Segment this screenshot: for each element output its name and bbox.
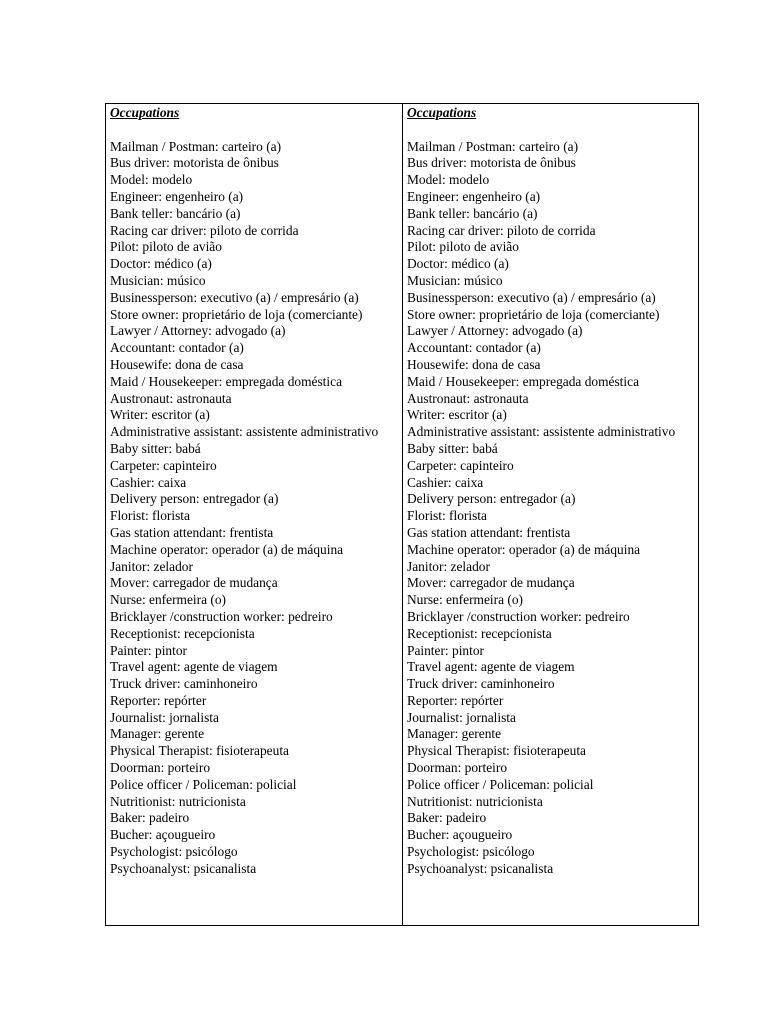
list-item: Gas station attendant: frentista	[407, 524, 571, 540]
list-item: Bricklayer /construction worker: pedreiro	[110, 608, 333, 624]
list-item: Engineer: engenheiro (a)	[110, 188, 244, 204]
list-item: Truck driver: caminhoneiro	[110, 676, 258, 692]
list-item: Journalist: jornalista	[110, 709, 219, 725]
list-item: Bank teller: bancário (a)	[407, 205, 538, 221]
list-item: Pilot: piloto de avião	[407, 239, 519, 255]
list-item: Bus driver: motorista de ônibus	[407, 155, 576, 171]
list-item: Psychoanalyst: psicanalista	[407, 860, 554, 876]
list-item: Psychologist: psicólogo	[110, 844, 238, 860]
list-item: Model: modelo	[407, 172, 490, 188]
occupation-list	[407, 139, 698, 878]
list-item: Janitor: zelador	[110, 558, 193, 574]
list-item: Store owner: proprietário de loja (comerciante)	[407, 306, 660, 322]
list-item: Engineer: engenheiro (a)	[407, 188, 541, 204]
list-item: Nutritionist: nutricionista	[407, 793, 543, 809]
occupations-table	[105, 103, 699, 926]
list-item: Lawyer / Attorney: advogado (a)	[110, 323, 286, 339]
list-item: Machine operator: operador (a) de máquina	[110, 541, 344, 557]
list-item: Carpeter: capinteiro	[407, 457, 514, 473]
column-heading: Occupations	[407, 105, 477, 120]
list-item: Manager: gerente	[110, 726, 205, 742]
list-item: Nurse: enfermeira (o)	[407, 592, 523, 608]
list-item: Accountant: contador (a)	[407, 340, 541, 356]
list-item: Florist: florista	[407, 508, 487, 524]
occupation-list	[110, 139, 402, 878]
list-item: Cashier: caixa	[407, 474, 484, 490]
list-item: Businessperson: executivo (a) / empresário (a)	[407, 289, 656, 305]
list-item: Florist: florista	[110, 508, 190, 524]
list-item: Doorman: porteiro	[110, 760, 211, 776]
list-item: Mailman / Postman: carteiro (a)	[110, 138, 282, 154]
list-item: Police officer / Policeman: policial	[407, 776, 594, 792]
spacer	[110, 122, 402, 139]
table-column-left	[106, 104, 403, 925]
list-item: Bucher: açougueiro	[407, 827, 513, 843]
list-item: Police officer / Policeman: policial	[110, 776, 297, 792]
list-item: Cashier: caixa	[110, 474, 187, 490]
list-item: Reporter: repórter	[110, 692, 207, 708]
list-item: Lawyer / Attorney: advogado (a)	[407, 323, 583, 339]
list-item: Austronaut: astronauta	[110, 390, 232, 406]
list-item: Pilot: piloto de avião	[110, 239, 222, 255]
list-item: Psychoanalyst: psicanalista	[110, 860, 257, 876]
list-item: Carpeter: capinteiro	[110, 457, 217, 473]
list-item: Truck driver: caminhoneiro	[407, 676, 555, 692]
list-item: Baker: padeiro	[110, 810, 190, 826]
list-item: Model: modelo	[110, 172, 193, 188]
list-item: Machine operator: operador (a) de máquina	[407, 541, 641, 557]
list-item: Physical Therapist: fisioterapeuta	[407, 743, 586, 759]
list-item: Doctor: médico (a)	[407, 256, 509, 272]
list-item: Bus driver: motorista de ônibus	[110, 155, 279, 171]
list-item: Bank teller: bancário (a)	[110, 205, 241, 221]
list-item: Austronaut: astronauta	[407, 390, 529, 406]
list-item: Gas station attendant: frentista	[110, 524, 274, 540]
list-item: Psychologist: psicólogo	[407, 844, 535, 860]
list-item: Painter: pintor	[407, 642, 484, 658]
list-item: Delivery person: entregador (a)	[110, 491, 279, 507]
list-item: Mover: carregador de mudança	[110, 575, 278, 591]
list-item: Nutritionist: nutricionista	[110, 793, 246, 809]
list-item: Reporter: repórter	[407, 692, 504, 708]
list-item: Housewife: dona de casa	[407, 356, 541, 372]
list-item: Musician: músico	[407, 272, 503, 288]
list-item: Baby sitter: babá	[110, 440, 201, 456]
list-item: Store owner: proprietário de loja (comerciante)	[110, 306, 363, 322]
list-item: Janitor: zelador	[407, 558, 490, 574]
spacer	[407, 122, 698, 139]
list-item: Musician: músico	[110, 272, 206, 288]
list-item: Businessperson: executivo (a) / empresário (a)	[110, 289, 359, 305]
column-heading: Occupations	[110, 105, 180, 120]
list-item: Receptionist: recepcionista	[110, 625, 255, 641]
list-item: Journalist: jornalista	[407, 709, 516, 725]
list-item: Mover: carregador de mudança	[407, 575, 575, 591]
list-item: Housewife: dona de casa	[110, 356, 244, 372]
list-item: Bricklayer /construction worker: pedreiro	[407, 608, 630, 624]
list-item: Administrative assistant: assistente administrativo	[407, 424, 676, 440]
list-item: Racing car driver: piloto de corrida	[110, 222, 299, 238]
list-item: Administrative assistant: assistente administrativo	[110, 424, 379, 440]
list-item: Doctor: médico (a)	[110, 256, 212, 272]
list-item: Manager: gerente	[407, 726, 502, 742]
list-item: Baby sitter: babá	[407, 440, 498, 456]
list-item: Painter: pintor	[110, 642, 187, 658]
list-item: Delivery person: entregador (a)	[407, 491, 576, 507]
list-item: Maid / Housekeeper: empregada doméstica	[407, 373, 640, 389]
list-item: Maid / Housekeeper: empregada doméstica	[110, 373, 343, 389]
list-item: Doorman: porteiro	[407, 760, 508, 776]
list-item: Mailman / Postman: carteiro (a)	[407, 138, 579, 154]
list-item: Physical Therapist: fisioterapeuta	[110, 743, 289, 759]
list-item: Baker: padeiro	[407, 810, 487, 826]
list-item: Nurse: enfermeira (o)	[110, 592, 226, 608]
table-column-right	[403, 104, 698, 925]
list-item: Receptionist: recepcionista	[407, 625, 552, 641]
list-item: Travel agent: agente de viagem	[110, 659, 278, 675]
list-item: Travel agent: agente de viagem	[407, 659, 575, 675]
list-item: Bucher: açougueiro	[110, 827, 216, 843]
list-item: Accountant: contador (a)	[110, 340, 244, 356]
list-item: Racing car driver: piloto de corrida	[407, 222, 596, 238]
list-item: Writer: escritor (a)	[110, 407, 210, 423]
list-item: Writer: escritor (a)	[407, 407, 507, 423]
